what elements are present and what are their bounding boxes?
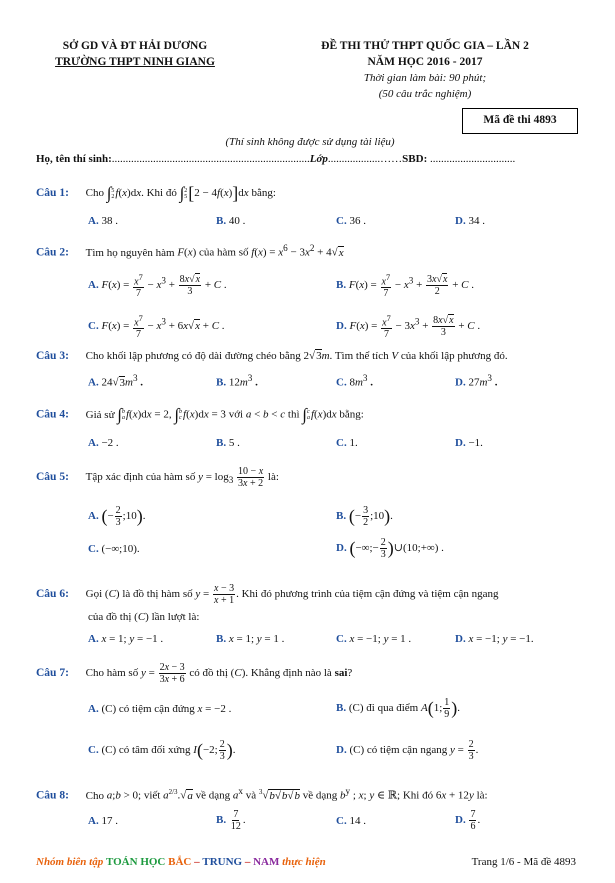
q7-option-a: A. (C) có tiệm cận đứng x = −2 . (88, 703, 232, 715)
question-5: Câu 5: Tập xác định của hàm số $y = \log_3$ $\frac{10 - x}{3x + 2}$ là: (36, 466, 279, 489)
q5-option-c: C. (−∞;10). (88, 543, 140, 555)
q8-option-b: B. $\frac{7}{12}$ . (216, 809, 246, 832)
q1-option-b: B. 40 . (216, 215, 246, 227)
question-3: Câu 3: Cho khối lập phương có độ dài đường chéo bằng 2√3m. Tìm thể tích V của khối lập phương đó. (36, 350, 508, 362)
q5-option-a: A. (− $\frac{2}{3}$ ;10). (88, 505, 146, 528)
name-label: Họ, tên thí sinh: (36, 153, 112, 165)
candidate-info-line (36, 153, 515, 165)
question-text: bằng: (251, 187, 276, 200)
name-dots: ........................................................................ (111, 153, 310, 165)
q4-option-d: D. −1. (455, 437, 483, 449)
question-text: . Khi đó (141, 187, 177, 200)
q6-option-c: C. x = −1; y = 1 . (336, 633, 412, 645)
class-label: Lớp (309, 153, 328, 165)
question-6-continued: của đồ thị (C) lần lượt là: (88, 611, 200, 623)
q5-option-b: B. (− $\frac{3}{2}$ ;10). (336, 505, 393, 528)
q2-option-b: B. F(x) = $\frac{x^7}{7}$ − $x^3$ + $\frac{3x√x}{2}$ + C . (336, 273, 475, 300)
q8-option-c: C. 14 . (336, 815, 366, 827)
q3-option-a: A. $24√3m^3$ . (88, 373, 144, 389)
question-label: Câu 3: (36, 350, 69, 362)
q6-option-d: D. x = −1; y = −1. (455, 633, 534, 645)
question-label: Câu 5: (36, 471, 69, 484)
question-text: Cho (85, 187, 104, 200)
question-2: Câu 2: Tìm họ nguyên hàm F(x) của hàm số $f(x) = x^6 - 3x^2 + 4√x$ (36, 243, 344, 259)
q1-option-c: C. 36 . (336, 215, 366, 227)
question-label: Câu 8: (36, 789, 69, 802)
question-1: Câu 1: Cho ∫ 5 2 f(x)dx. Khi đó ∫ 2 5 [2 − 4f(x)]dx bằng: (36, 183, 276, 203)
q3-option-d: D. $27m^3$ . (455, 373, 498, 389)
school-year: NĂM HỌC 2016 - 2017 (367, 56, 483, 68)
q6-option-b: B. x = 1; y = 1 . (216, 633, 285, 645)
question-7: Câu 7: Cho hàm số y = $\frac{2x - 3}{3x + 6}$ có đồ thị (C). Khẳng định nào là sai? (36, 662, 353, 685)
page-number: Trang 1/6 - Mã đề 4893 (471, 856, 576, 868)
school-department: SỞ GD VÀ ĐT HẢI DƯƠNG (62, 40, 208, 52)
exam-duration: Thời gian làm bài: 90 phút; (363, 72, 487, 84)
q6-option-a: A. x = 1; y = −1 . (88, 633, 164, 645)
school-name: TRƯỜNG THPT NINH GIANG (55, 56, 215, 68)
q4-option-c: C. 1. (336, 437, 358, 449)
no-materials-note: (Thí sinh không được sử dụng tài liệu) (225, 136, 395, 148)
q8-option-d: D. $\frac{7}{6}$ . (455, 809, 481, 832)
question-label: Câu 7: (36, 667, 69, 680)
q7-option-b: B. (C) đi qua điểm A(1; $\frac{1}{9}$ ). (336, 697, 460, 720)
question-count: (50 câu trắc nghiệm) (378, 88, 472, 100)
q3-option-b: B. $12m^3$ . (216, 373, 258, 389)
sbd-dots: ............................... (427, 153, 516, 165)
q3-option-c: C. $8m^3$ . (336, 373, 373, 389)
q2-option-a: A. F(x) = $\frac{x^7}{7}$ − $x^3$ + $\frac{8x√x}{3}$ + C . (88, 273, 227, 300)
question-label: Câu 2: (36, 246, 69, 259)
class-dots: ...................…… (327, 153, 403, 165)
exam-code-box: Mã đề thi 4893 (462, 108, 578, 134)
question-8: Câu 8: Cho a;b > 0; viết $a^{2/3}.√a$ về dạng $a^x$ và $^3$√b√b√b về dạng $b^y$ ; x; y ∈ ℝ; Khi đó 6x + 12y là: (36, 786, 488, 802)
question-label: Câu 1: (36, 187, 69, 200)
sbd-label: SBD: (402, 153, 428, 165)
q1-option-d: D. 34 . (455, 215, 485, 227)
q2-option-c: C. F(x) = $\frac{x^7}{7}$ − $x^3 + 6x√x + C$ . (88, 314, 225, 341)
question-label: Câu 4: (36, 408, 69, 421)
footer-credits: Nhóm biên tập TOÁN HỌC BẮC – TRUNG – NAM thực hiện (36, 856, 326, 868)
exam-title: ĐỀ THI THỬ THPT QUỐC GIA – LẦN 2 (321, 40, 529, 52)
question-label: Câu 6: (36, 588, 69, 601)
q2-option-d: D. F(x) = $\frac{x^7}{7}$ − $3x^3$ + $\frac{8x√x}{3}$ + C . (336, 314, 481, 341)
question-6: Câu 6: Gọi (C) là đồ thị hàm số y = $\frac{x - 3}{x + 1}$ . Khi đó phương trình của tiệm cận đứng và tiệm cận ngang (36, 583, 499, 606)
q4-option-a: A. −2 . (88, 437, 119, 449)
q7-option-d: D. (C) có tiệm cận ngang y = $\frac{2}{3}$ . (336, 739, 479, 762)
q4-option-b: B. 5 . (216, 437, 240, 449)
q5-option-d: D. (−∞;− $\frac{2}{3}$ )∪(10;+∞) . (336, 537, 444, 560)
q1-option-a: A. 38 . (88, 215, 118, 227)
question-4: Câu 4: Giả sử ∫ b a f(x)dx = 2, ∫ b c f(x)dx = 3 với a < b < c thì ∫ c a f(x)dx bằng: (36, 405, 364, 424)
q8-option-a: A. 17 . (88, 815, 118, 827)
q7-option-c: C. (C) có tâm đối xứng I(−2; $\frac{2}{3}$ ). (88, 739, 236, 762)
